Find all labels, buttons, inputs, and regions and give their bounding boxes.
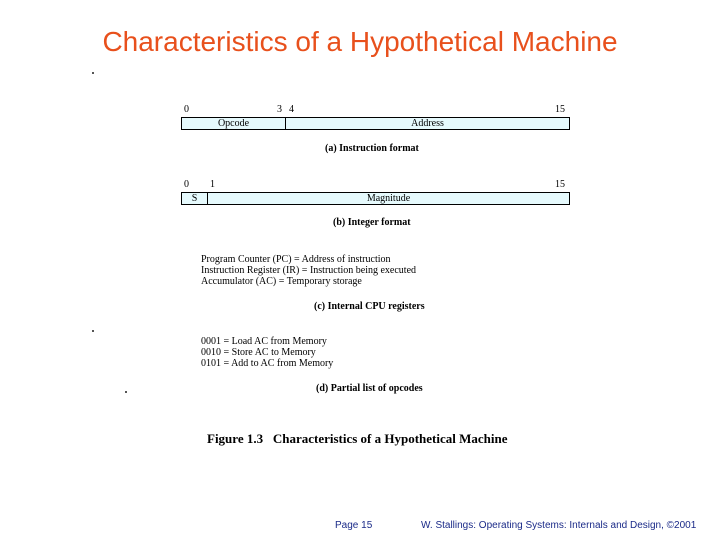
register-line: Accumulator (AC) = Temporary storage [201, 276, 362, 287]
caption-integer-format: (b) Integer format [333, 217, 411, 228]
bit-label: 0 [184, 179, 189, 190]
bit-label: 4 [289, 104, 294, 115]
magnitude-field: Magnitude [366, 193, 411, 204]
opcode-line: 0101 = Add to AC from Memory [201, 358, 334, 369]
bit-label: 0 [184, 104, 189, 115]
slide-title: Characteristics of a Hypothetical Machine [102, 26, 618, 57]
caption-cpu-registers: (c) Internal CPU registers [314, 301, 425, 312]
bullet-dot [92, 72, 94, 74]
footer-credit: W. Stallings: Operating Systems: Internals and Design, ©2001 [421, 520, 697, 531]
instruction-bar [181, 117, 570, 130]
caption-instruction-format: (a) Instruction format [325, 143, 419, 154]
bit-label: 15 [555, 179, 565, 190]
opcode-field: Opcode [182, 118, 286, 129]
figure-caption [207, 431, 508, 447]
opcode-line: 0001 = Load AC from Memory [201, 336, 327, 347]
sign-field: S [182, 193, 208, 204]
figure-title: Characteristics of a Hypothetical Machine [272, 431, 508, 446]
figure-number: Figure 1.3 [207, 431, 264, 446]
bullet-dot [92, 330, 94, 332]
bit-label: 15 [555, 104, 565, 115]
register-line: Instruction Register (IR) = Instruction being executed [201, 265, 417, 276]
bit-label: 1 [210, 179, 215, 190]
opcode-line: 0010 = Store AC to Memory [201, 347, 316, 358]
caption-opcodes: (d) Partial list of opcodes [316, 383, 423, 394]
integer-bar [181, 192, 570, 205]
page-number: Page 15 [335, 520, 373, 531]
bit-label: 3 [277, 104, 282, 115]
register-line: Program Counter (PC) = Address of instruction [201, 254, 391, 265]
bullet-dot [125, 391, 127, 393]
address-field: Address [411, 118, 444, 129]
